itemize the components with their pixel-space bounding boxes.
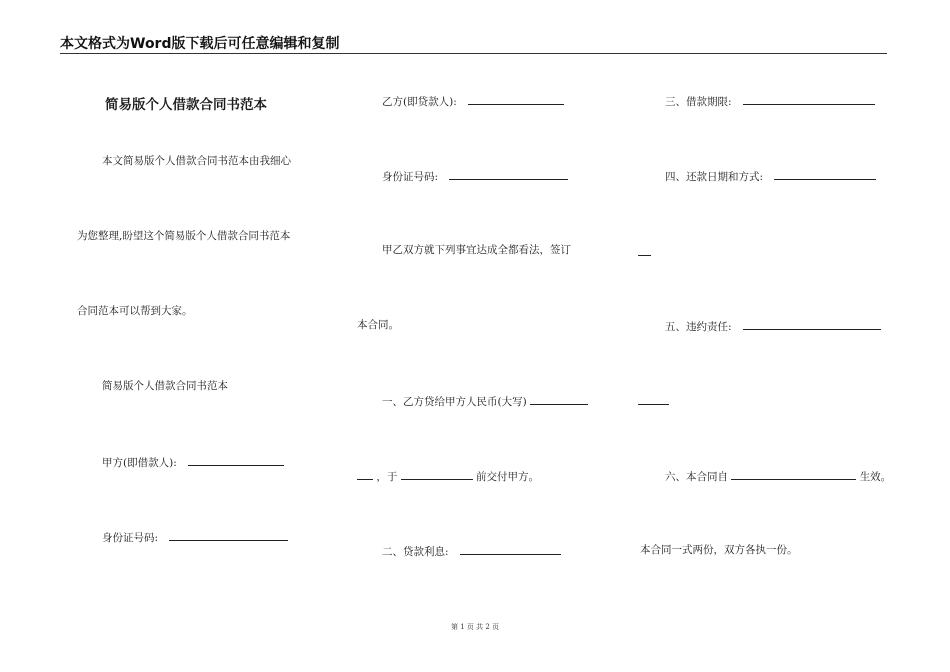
clause-1-amount-blank <box>530 393 588 405</box>
document-header: 本文格式为Word版下载后可任意编辑和复制 <box>60 36 340 52</box>
clause-1-continued <box>357 468 539 484</box>
clause-6-blank <box>731 468 856 480</box>
clause-6-line <box>665 468 891 484</box>
clause-5-continuation-blank <box>638 404 669 405</box>
party-a-line <box>102 454 284 470</box>
clause-1-line <box>382 393 588 409</box>
clause-4-continuation-blank <box>638 255 651 256</box>
clause-1-date-blank <box>401 468 473 480</box>
header-rule <box>60 53 887 54</box>
id-a-line <box>102 529 288 545</box>
party-a-label: 甲方(即借款人): <box>102 457 177 469</box>
clause-4-line <box>665 168 876 184</box>
agreement-line-2: 本合同。 <box>357 319 399 331</box>
clause-2-line <box>382 543 561 559</box>
clause-5-blank <box>743 318 881 330</box>
id-b-blank <box>449 168 568 180</box>
clause-6-label: 六、本合同自 <box>665 471 728 483</box>
clause-6-tail: 生效。 <box>859 471 892 483</box>
clause-1-comma-text: ，于 <box>376 471 398 483</box>
id-b-line <box>382 168 568 184</box>
id-a-label: 身份证号码: <box>102 532 159 544</box>
party-b-label: 乙方(即贷款人): <box>382 96 457 108</box>
clause-5-label: 五、违约责任: <box>665 321 732 333</box>
copies-line: 本合同一式两份，双方各执一份。 <box>640 544 798 556</box>
clause-4-blank <box>774 168 876 180</box>
clause-4-label: 四、还款日期和方式: <box>665 171 764 183</box>
intro-line-1: 本文简易版个人借款合同书范本由我细心 <box>102 155 291 167</box>
party-b-blank <box>468 93 564 105</box>
clause-1-tail: 前交付甲方。 <box>476 471 540 483</box>
clause-2-blank <box>460 543 561 555</box>
clause-1-label: 一、乙方贷给甲方人民币(大写) <box>382 396 527 408</box>
id-a-blank <box>169 529 288 541</box>
clause-5-line <box>665 318 881 334</box>
party-b-line <box>382 93 564 109</box>
intro-line-2: 为您整理,盼望这个简易版个人借款合同书范本 <box>77 230 291 242</box>
document-title: 简易版个人借款合同书范本 <box>105 97 267 113</box>
page-footer: 第 1 页 共 2 页 <box>450 623 500 631</box>
clause-3-label: 三、借款期限: <box>665 96 732 108</box>
id-b-label: 身份证号码: <box>382 171 439 183</box>
party-a-blank <box>188 454 284 466</box>
clause-3-blank <box>743 93 875 105</box>
intro-line-3: 合同范本可以帮到大家。 <box>77 305 193 317</box>
clause-2-label: 二、贷款利息: <box>382 546 449 558</box>
agreement-line-1: 甲乙双方就下列事宜达成全都看法，签订 <box>382 244 571 256</box>
section-subtitle: 简易版个人借款合同书范本 <box>102 380 228 392</box>
clause-1-lead-blank <box>357 468 373 480</box>
clause-3-line <box>665 93 875 109</box>
